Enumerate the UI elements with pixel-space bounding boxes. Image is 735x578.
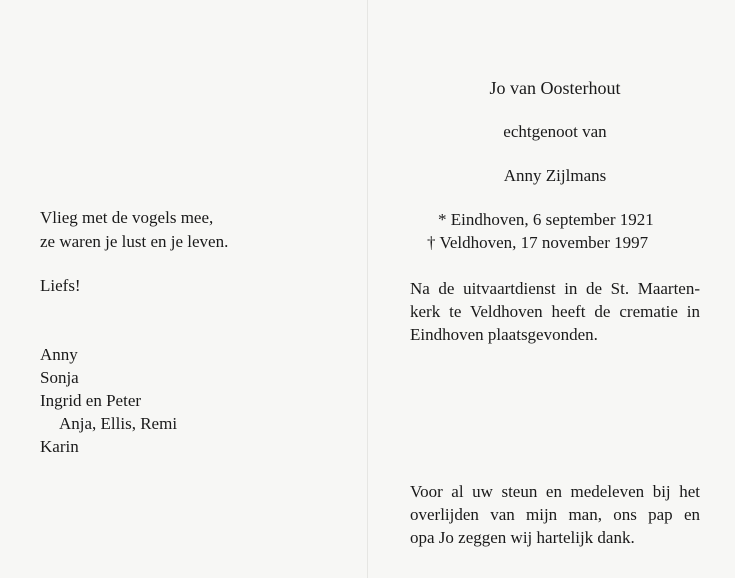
greeting: Liefs! [40,276,81,295]
service-line-3: Eindhoven plaatsgevonden. [410,325,598,344]
thanks-paragraph [410,480,700,549]
spouse-name: Anny Zijlmans [503,166,607,185]
relation-label: echtgenoot van [503,122,607,141]
service-line-1: Na de uitvaartdienst in de St. Maarten- [410,279,700,298]
card-fold-line [367,0,368,578]
thanks-line-3: opa Jo zeggen wij hartelijk dank. [410,528,635,547]
birth-line: * Eindhoven, 6 september 1921 [438,210,654,229]
signature-anny: Anny [40,345,78,364]
service-line-2: kerk te Veldhoven heeft de crematie in [410,302,700,321]
death-line: † Veldhoven, 17 november 1997 [427,233,649,252]
deceased-name: Jo van Oosterhout [489,78,621,98]
verse-line-2: ze waren je lust en je leven. [40,232,229,251]
signature-grandchildren: Anja, Ellis, Remi [59,414,178,433]
signature-sonja: Sonja [40,368,79,387]
service-paragraph [410,277,700,346]
signature-karin: Karin [40,437,79,456]
thanks-line-1: Voor al uw steun en medeleven bij het [410,482,700,501]
thanks-line-2: overlijden van mijn man, ons pap en [410,505,700,524]
verse-line-1: Vlieg met de vogels mee, [40,208,214,227]
signature-ingrid-peter: Ingrid en Peter [40,391,142,410]
